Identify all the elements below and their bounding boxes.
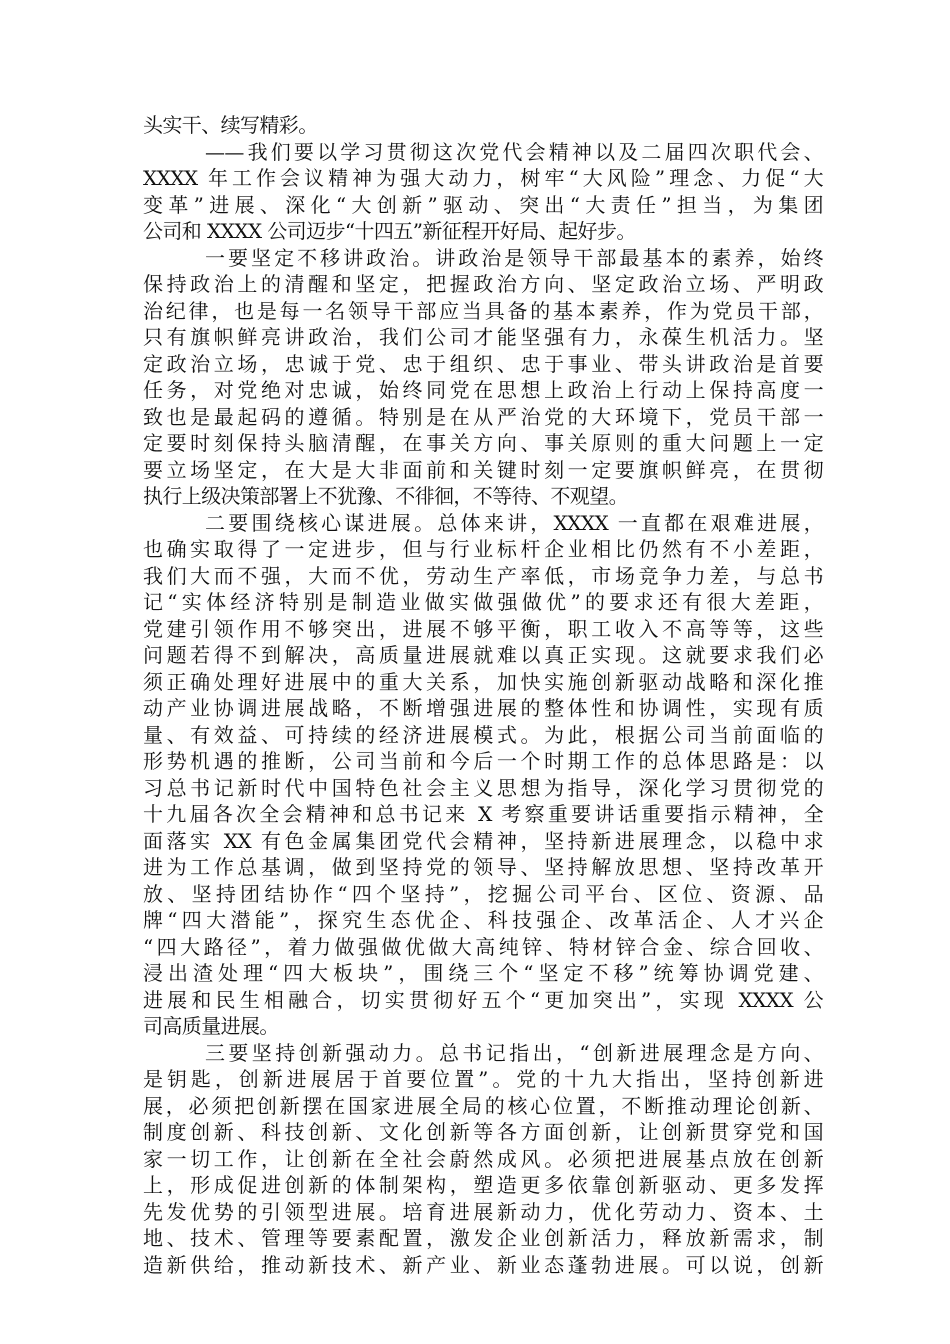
text-line: 动产业协调进展战略，不断增强进展的整体性和协调性，实现有质 — [143, 696, 823, 720]
text-line: 面落实 XX 有色金属集团党代会精神，坚持新进展理念，以稳中求 — [143, 828, 823, 853]
text-line: 定政治立场，忠诚于党、忠于组织、忠于事业、带头讲政治是首要 — [143, 351, 823, 376]
text-line: 制度创新、科技创新、文化创新等各方面创新，让创新贯穿党和国 — [143, 1120, 823, 1144]
text-line: 任务，对党绝对忠诚，始终同党在思想上政治上行动上保持高度一 — [143, 378, 823, 402]
text-line: 放、坚持团结协作“四个坚持”，挖掘公司平台、区位、资源、品 — [143, 881, 823, 906]
text-line: 记“实体经济特别是制造业做实做强做优”的要求还有很大差距， — [143, 590, 823, 614]
text-line: 上，形成促进创新的体制架构，塑造更多依靠创新驱动、更多发挥 — [143, 1173, 823, 1197]
text-line: 先发优势的引领型进展。培育进展新动力，优化劳动力、资本、土 — [143, 1199, 823, 1224]
text-line: 司高质量进展。 — [143, 1014, 279, 1038]
text-line: 问题若得不到解决，高质量进展就难以真正实现。这就要求我们必 — [143, 643, 823, 667]
text-line: 进为工作总基调，做到坚持党的领导、坚持解放思想、坚持改革开 — [143, 855, 823, 879]
text-line: ——我们要以学习贯彻这次党代会精神以及二届四次职代会、 — [205, 139, 823, 164]
text-line: “四大路径”，着力做强做优做大高纯锌、特材锌合金、综合回收、 — [143, 934, 823, 959]
text-line: 进展和民生相融合，切实贯彻好五个“更加突出”，实现 XXXX 公 — [143, 987, 823, 1012]
text-line: 致也是最起码的遵循。特别是在从严治党的大环境下，党员干部一 — [143, 404, 823, 429]
text-line: 我们大而不强，大而不优，劳动生产率低，市场竞争力差，与总书 — [143, 563, 823, 588]
text-line: 展，必须把创新摆在国家进展全局的核心位置，不断推动理论创新、 — [143, 1093, 823, 1118]
text-line: 造新供给，推动新技术、新产业、新业态蓬勃进展。可以说，创新 — [143, 1252, 823, 1277]
text-line: 变革”进展、深化“大创新”驱动、突出“大责任”担当，为集团 — [143, 192, 823, 217]
document-page — [143, 112, 823, 1278]
text-line: 只有旗帜鲜亮讲政治，我们公司才能坚强有力，永葆生机活力。坚 — [143, 325, 823, 349]
text-line: 保持政治上的清醒和坚定，把握政治方向、坚定政治立场、严明政 — [143, 272, 823, 296]
text-line: 要立场坚定，在大是大非面前和关键时刻一定要旗帜鲜亮，在贯彻 — [143, 457, 823, 482]
text-line: 一要坚定不移讲政治。讲政治是领导干部最基本的素养，始终 — [205, 245, 823, 270]
text-line: 家一切工作，让创新在全社会蔚然成风。必须把进展基点放在创新 — [143, 1146, 823, 1171]
text-line: 浸出渣处理“四大板块”，围绕三个“坚定不移”统筹协调党建、 — [143, 961, 823, 985]
text-line: 公司和 XXXX 公司迈步“十四五”新征程开好局、起好步。 — [143, 219, 636, 243]
text-line: 执行上级决策部署上不犹豫、不徘徊，不等待、不观望。 — [143, 484, 628, 508]
text-line: 二要围绕核心谋进展。总体来讲，XXXX 一直都在艰难进展， — [205, 510, 823, 535]
text-line: 头实干、续写精彩。 — [143, 113, 318, 137]
text-line: 须正确处理好进展中的重大关系，加快实施创新驱动战略和深化推 — [143, 669, 823, 694]
text-line: XXXX 年工作会议精神为强大动力，树牢“大风险”理念、力促“大 — [143, 166, 823, 190]
text-line: 定要时刻保持头脑清醒，在事关方向、事关原则的重大问题上一定 — [143, 431, 823, 455]
text-line: 治纪律，也是每一名领导干部应当具备的基本素养，作为党员干部， — [143, 298, 823, 323]
text-line: 形势机遇的推断，公司当前和今后一个时期工作的总体思路是：以 — [143, 749, 823, 773]
text-line: 地、技术、管理等要素配置，激发企业创新活力，释放新需求，制 — [143, 1226, 823, 1250]
text-line: 习总书记新时代中国特色社会主义思想为指导，深化学习贯彻党的 — [143, 775, 823, 800]
text-line: 三要坚持创新强动力。总书记指出，“创新进展理念是方向、 — [205, 1040, 823, 1065]
text-line: 也确实取得了一定进步，但与行业标杆企业相比仍然有不小差距， — [143, 537, 823, 561]
text-line: 量、有效益、可持续的经济进展模式。为此，根据公司当前面临的 — [143, 722, 823, 747]
text-line: 是钥匙，创新进展居于首要位置”。党的十九大指出，坚持创新进 — [143, 1067, 823, 1091]
text-line: 党建引领作用不够突出，进展不够平衡，职工收入不高等等，这些 — [143, 616, 823, 641]
text-line: 十九届各次全会精神和总书记来 X 考察重要讲话重要指示精神，全 — [143, 802, 823, 826]
text-line: 牌“四大潜能”，探究生态优企、科技强企、改革活企、人才兴企 — [143, 908, 823, 932]
